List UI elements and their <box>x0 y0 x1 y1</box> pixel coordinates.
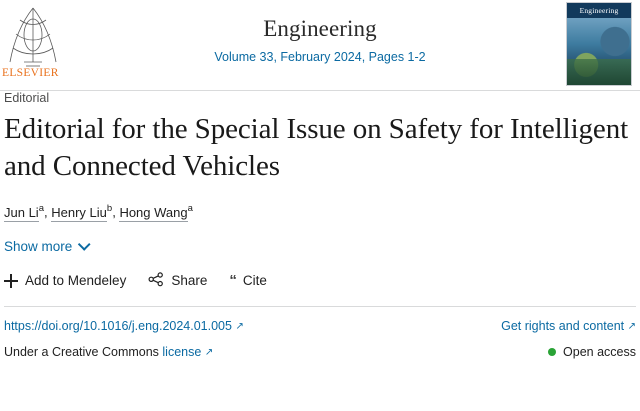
open-access-badge <box>548 345 636 359</box>
journal-title: Engineering <box>263 16 377 41</box>
author-name[interactable]: Jun Li <box>4 204 39 220</box>
cite-button[interactable] <box>229 272 267 289</box>
cite-label: Cite <box>242 273 267 289</box>
author-list <box>4 203 636 219</box>
doi-text: https://doi.org/10.1016/j.eng.2024.01.005 <box>4 318 232 333</box>
share-button[interactable] <box>148 272 207 290</box>
article-body <box>0 91 640 359</box>
doi-link[interactable] <box>4 319 244 333</box>
external-link-icon: ↗ <box>235 320 244 332</box>
doi-rights-row <box>4 307 636 333</box>
show-more-label: Show more <box>4 238 73 254</box>
author-name[interactable]: Henry Liu <box>51 204 107 220</box>
author-name[interactable]: Hong Wang <box>119 204 188 220</box>
author-affiliation-marker[interactable]: a <box>38 203 44 215</box>
author-affiliation-marker[interactable]: b <box>106 203 113 215</box>
add-to-mendeley-label: Add to Mendeley <box>25 273 127 289</box>
show-more-button[interactable] <box>4 239 88 254</box>
journal-heading <box>214 0 425 64</box>
quote-icon: “ <box>229 272 236 290</box>
license-prefix: Under a Creative Commons <box>4 344 159 359</box>
author-affiliation-marker[interactable]: a <box>187 203 193 215</box>
page-header <box>0 0 640 90</box>
author-separator: , <box>112 204 116 220</box>
author-separator: , <box>44 204 48 220</box>
svg-text:ELSEVIER: ELSEVIER <box>2 67 59 79</box>
get-rights-and-content-link[interactable] <box>501 319 636 333</box>
article-actions <box>4 272 636 290</box>
license-row <box>4 333 636 359</box>
external-link-icon: ↗ <box>204 346 214 358</box>
share-icon <box>148 272 164 290</box>
journal-cover-thumbnail[interactable] <box>566 2 632 86</box>
share-label: Share <box>171 273 208 289</box>
plus-icon <box>4 274 18 288</box>
open-access-dot-icon <box>548 348 556 356</box>
chevron-down-icon <box>78 238 91 251</box>
external-link-icon: ↗ <box>627 320 636 332</box>
cover-title: Engineering <box>567 3 631 18</box>
elsevier-logo[interactable] <box>0 0 82 82</box>
cover-artwork <box>567 18 631 85</box>
license-link-text: license <box>162 344 202 359</box>
journal-issue-line[interactable]: Volume 33, February 2024, Pages 1-2 <box>214 50 426 65</box>
page-title: Editorial for the Special Issue on Safety for Intelligent and Connected Vehicles <box>4 113 629 183</box>
rights-text: Get rights and content <box>501 318 625 333</box>
article-type: Editorial <box>4 91 50 105</box>
add-to-mendeley-button[interactable] <box>4 273 126 288</box>
license-text <box>4 345 213 359</box>
open-access-label: Open access <box>563 344 636 359</box>
creative-commons-license-link[interactable] <box>162 345 213 359</box>
